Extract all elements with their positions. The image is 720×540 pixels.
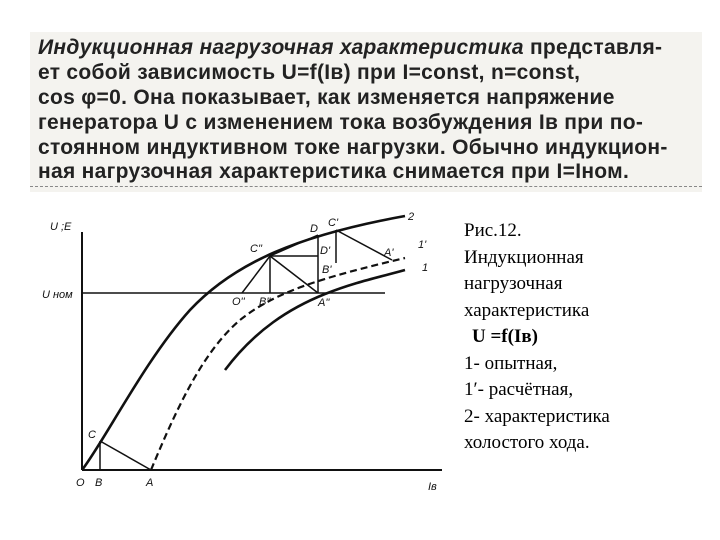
point-b2-label: B'': [259, 296, 271, 308]
scan-line-1: [38, 36, 662, 60]
segment-c2-a2: [270, 256, 318, 293]
caption-formula: U =f(Iв): [472, 326, 538, 347]
caption-line-1: Индукционная: [464, 246, 584, 268]
caption-item-4: холостого хода.: [464, 432, 590, 453]
caption-item-1: 1- опытная,: [464, 352, 558, 374]
x-axis-label: Iв: [428, 481, 437, 493]
figure-caption: [464, 218, 714, 457]
caption-item-2: 1′- расчётная,: [464, 379, 574, 400]
curve-no-load-2: [82, 216, 405, 470]
point-o-label: O: [76, 477, 85, 489]
y-axis-label: U ;E: [50, 221, 72, 233]
scan-line-6: ная нагрузочная характеристика снимается при I=Iном.: [38, 160, 630, 183]
caption-line-2: нагрузочная: [464, 273, 563, 294]
scan-divider: [30, 186, 702, 187]
u-nominal-label: U ном: [42, 289, 73, 301]
scan-line-2: ет собой зависимость U=f(Iв) при I=const, n=const,: [38, 61, 581, 84]
point-c2-label: C'': [250, 243, 263, 255]
scan-line-4: генератора U с изменением тока возбуждения Iв при по-: [38, 111, 644, 134]
caption-title: Рис.12.: [464, 220, 522, 241]
point-dp-label: D': [320, 245, 331, 257]
segment-c2-d: [270, 235, 318, 256]
scan-line-1-rest: представля-: [523, 36, 663, 59]
point-c-label: C: [88, 429, 96, 441]
curve-experimental-1: [225, 270, 405, 370]
point-app-label: A'': [318, 297, 330, 309]
curve-calculated-1prime: [151, 258, 405, 470]
point-bp-label: B': [322, 264, 332, 276]
segment-ca: [100, 441, 151, 470]
scan-line-3: cos φ=0. Она показывает, как изменяется напряжение: [38, 86, 615, 109]
point-a-label: A: [146, 477, 154, 489]
caption-item-3: 2- характеристика: [464, 405, 610, 427]
point-c1-label: C': [328, 217, 339, 229]
curve-2-label: 2: [408, 211, 415, 223]
curve-1prime-label: 1': [418, 239, 427, 251]
load-characteristic-figure: [0, 200, 460, 500]
point-b-label: B: [95, 477, 103, 489]
point-d-label: D: [310, 223, 318, 235]
scan-line-1-italic: Индукционная нагрузочная характеристика: [38, 36, 524, 59]
caption-line-3: характеристика: [464, 299, 590, 321]
point-o2-label: O'': [232, 296, 245, 308]
curve-1-label: 1: [422, 262, 429, 274]
point-ap-label: A': [384, 247, 394, 259]
scan-line-5: стоянном индуктивном токе нагрузки. Обычно индукцион-: [38, 136, 668, 159]
